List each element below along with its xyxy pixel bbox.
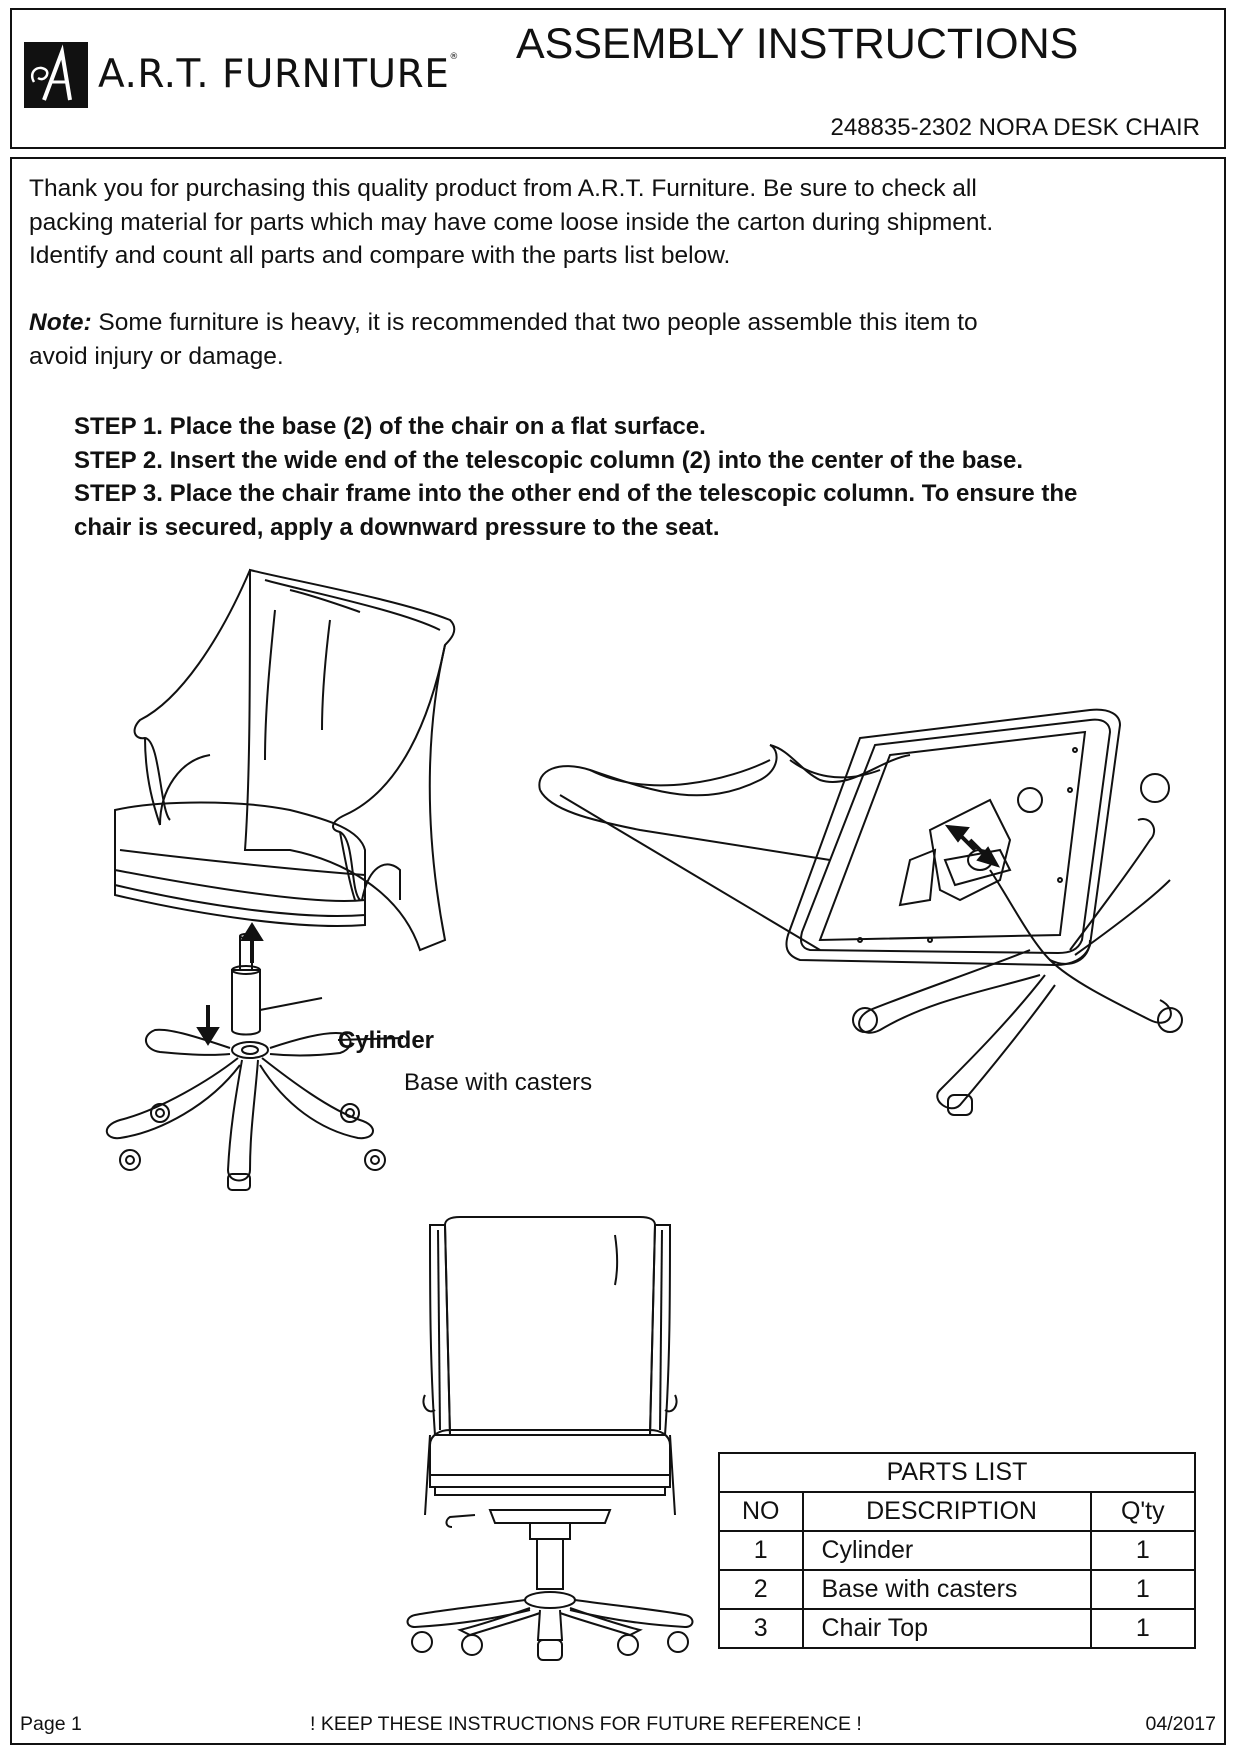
upside-down-chair-illustration [530, 700, 1190, 1120]
brand-name: A.R.T. FURNITURE® [98, 52, 459, 97]
footer-notice: ! KEEP THESE INSTRUCTIONS FOR FUTURE REFERENCE ! [310, 1713, 862, 1735]
parts-list-title: PARTS LIST [719, 1453, 1195, 1492]
step-3: STEP 3. Place the chair frame into the other end of the telescopic column. To ensure the [74, 480, 1078, 507]
parts-list-header [719, 1492, 1195, 1531]
intro-text: Thank you for purchasing this quality product from A.R.T. Furniture. Be sure to check all packing material for parts which may have come loose inside the carton during shipment. Identify and count all parts and compare with the parts list below. [29, 175, 994, 269]
base-callout: Base with casters [404, 1069, 593, 1096]
table-row [719, 1570, 1195, 1609]
part-no: 1 [719, 1531, 803, 1570]
part-qty: 1 [1091, 1570, 1195, 1609]
step-list [74, 410, 1184, 544]
part-qty: 1 [1091, 1609, 1195, 1648]
table-row [719, 1609, 1195, 1648]
note-label: Note: [29, 309, 92, 336]
footer-date: 04/2017 [1145, 1713, 1216, 1735]
page-title: ASSEMBLY INSTRUCTIONS [516, 20, 1079, 68]
part-no: 2 [719, 1570, 803, 1609]
header-no: NO [719, 1492, 803, 1531]
product-name: 248835-2302 NORA DESK CHAIR [830, 114, 1200, 141]
step-2: STEP 2. Insert the wide end of the telescopic column (2) into the center of the base. [74, 446, 1024, 474]
note-text: Note: Some furniture is heavy, it is recommended that two people assemble this item to avoid injury or damage. [29, 309, 978, 370]
part-description: Cylinder [803, 1531, 1091, 1570]
cylinder-callout: Cylinder [338, 1027, 435, 1054]
header-description: DESCRIPTION [803, 1492, 1091, 1531]
part-no: 3 [719, 1609, 803, 1648]
step-3-cont: chair is secured, apply a downward pressure to the seat. [74, 513, 720, 541]
part-qty: 1 [1091, 1531, 1195, 1570]
parts-list-table [718, 1452, 1196, 1649]
table-row [719, 1531, 1195, 1570]
step-1: STEP 1. Place the base (2) of the chair on a flat surface. [74, 413, 706, 440]
header-qty: Q'ty [1091, 1492, 1195, 1531]
part-description: Chair Top [803, 1609, 1091, 1648]
brand-logo-icon [24, 42, 88, 108]
page-number: Page 1 [20, 1713, 82, 1735]
assembled-chair-illustration [400, 1215, 700, 1665]
part-description: Base with casters [803, 1570, 1091, 1609]
